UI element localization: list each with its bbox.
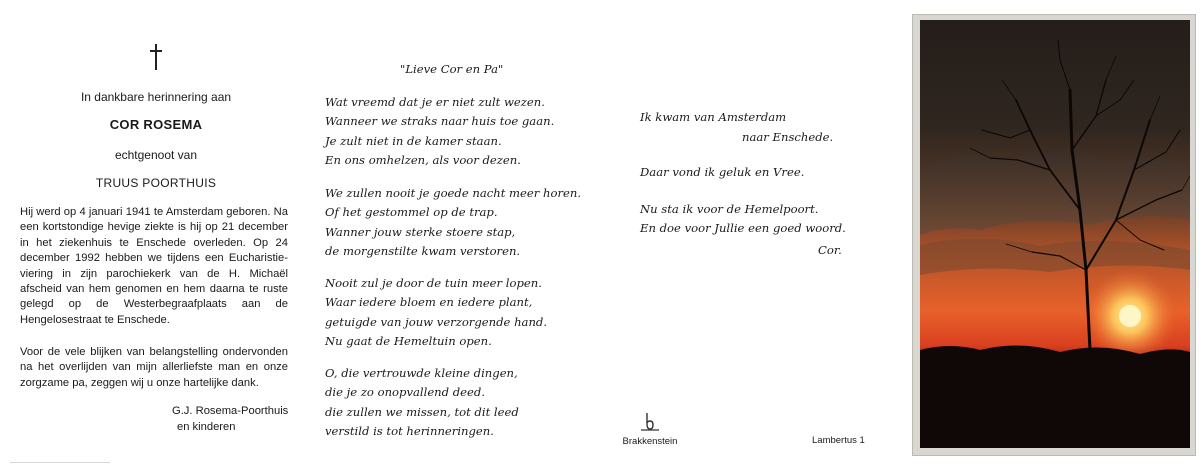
poem-line: die zullen we missen, tot dit leed	[325, 404, 519, 419]
poem-line: Nu gaat de Hemeltuin open.	[325, 333, 492, 348]
poem-stanza-1	[325, 93, 554, 170]
poem-line: Waar iedere bloem en iedere plant,	[325, 295, 533, 310]
cross-icon	[146, 44, 166, 70]
poem-line: naar Enschede.	[742, 130, 834, 144]
in-memory-text: In dankbare herinnering aan	[80, 90, 232, 104]
deceased-name: COR ROSEMA	[109, 117, 203, 132]
poem-line: Nooit zul je door de tuin meer lopen.	[325, 276, 542, 290]
poem-stanza-2	[325, 184, 581, 261]
poem-stanza-3	[325, 274, 547, 351]
poem-stanza-4	[325, 364, 519, 441]
spouse-name: TRUUS POORTHUIS	[95, 176, 217, 190]
poem-line: We zullen nooit je goede nacht meer horen.	[325, 186, 582, 200]
photo-frame	[912, 14, 1196, 456]
sunset-tree-photo	[920, 20, 1190, 448]
poem-line: Je zult niet in de kamer staan.	[325, 133, 502, 148]
bottom-rule	[10, 462, 110, 463]
family-signature: G.J. Rosema-Poorthuis	[172, 405, 289, 417]
spouse-label: echtgenoot van	[114, 148, 198, 162]
poem-title: "Lieve Cor en Pa"	[400, 62, 504, 76]
publisher-logo-icon	[639, 412, 661, 432]
poem-line: Wat vreemd dat je er niet zult wezen.	[325, 95, 545, 109]
poem-line: Wanneer we straks naar huis toe gaan.	[325, 114, 555, 129]
poem-line: Nu sta ik voor de Hemelpoort.	[640, 202, 819, 216]
family-signature-children: en kinderen	[177, 421, 236, 433]
poem-line: En doe voor Jullie een goed woord.	[640, 221, 846, 236]
publisher-name: Brakkenstein	[622, 436, 678, 447]
poem-line: Wanner jouw sterke stoere stap,	[325, 224, 516, 239]
poem-line: Ik kwam van Amsterdam	[640, 110, 787, 124]
card-code: Lambertus 1	[812, 435, 865, 446]
poem-line: die je zo onopvallend deed.	[325, 385, 486, 400]
poem-line: de morgenstilte kwam verstoren.	[325, 243, 521, 258]
thanks-text: Voor de vele blijken van belangstelling ondervonden na het overlijden van mijn allerliefste man en onze zorgzame pa, zeggen wij u onze hartelijke dank.	[20, 346, 288, 389]
poem-signature: Cor.	[818, 243, 842, 257]
biography-text: Hij werd op 4 januari 1941 te Amsterdam geboren. Na een kortstondige hevige ziekte is hij op 21 december in het ziekenhuis te Enschede overleden. Op 24 december 1992 hebben we tijdens een Eucharistie-viering in zijn parochiekerk van de H. Michaël afscheid van hem genomen en hem daarna te ruste gelegd op de Westerbegraafplaats aan de Hengelosestraat te Enschede.	[20, 206, 288, 326]
poem-line: O, die vertrouwde kleine dingen,	[325, 366, 518, 380]
poem-line: En ons omhelzen, als voor dezen.	[325, 152, 521, 167]
poem-line: Of het gestommel op de trap.	[325, 205, 498, 220]
poem-stanza-7	[640, 200, 846, 239]
poem-line: getuigde van jouw verzorgende hand.	[325, 314, 548, 329]
poem-line: Daar vond ik geluk en Vree.	[640, 165, 805, 179]
publisher-mark	[620, 412, 680, 447]
poem-line: verstild is tot herinneringen.	[325, 423, 494, 438]
